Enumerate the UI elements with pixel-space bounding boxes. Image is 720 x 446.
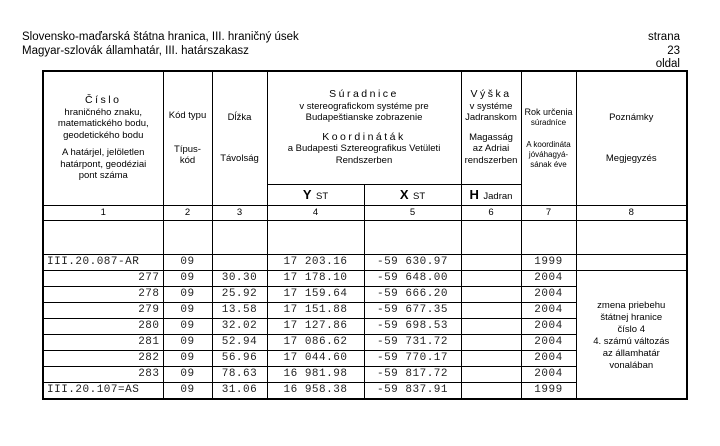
coordinates-title-sk: Súradnice (329, 88, 399, 101)
coordinates-header (267, 71, 461, 184)
point-id-cell: 282 (43, 350, 163, 366)
type-code-cell: 09 (163, 350, 212, 366)
x-coordinate-cell: -59 648.00 (364, 270, 461, 286)
length-cell: 78.63 (212, 366, 267, 382)
note-line: zmena priebehu (597, 300, 666, 311)
length-cell: 56.96 (212, 350, 267, 366)
header-line-hu: Magyar-szlovák államhatár, III. határszakasz (22, 44, 249, 57)
point-id-cell: 281 (43, 334, 163, 350)
coordinates-sk-line: v stereografickom systéme pre (299, 100, 429, 112)
length-cell (212, 254, 267, 270)
col6-sk-line: v systéme (469, 100, 513, 112)
x-coordinate-cell: -59 770.17 (364, 350, 461, 366)
col7-hu-line: jóváhagyá- (528, 150, 569, 159)
col1-hu-line: pont száma (78, 170, 128, 181)
table-row (43, 254, 687, 270)
column-number: 4 (267, 205, 364, 220)
year-cell: 2004 (521, 302, 576, 318)
col7-sk-line: Rok určenia (524, 106, 573, 117)
y-suffix: ST (315, 190, 329, 202)
page-number: 23 (667, 44, 680, 57)
y-st-subheader (267, 184, 364, 205)
col6-header (461, 71, 521, 184)
col3-title-hu: Távolság (220, 153, 259, 165)
point-id-cell: 279 (43, 302, 163, 318)
type-code-cell: 09 (163, 286, 212, 302)
column-number-row (43, 205, 687, 220)
y-coordinate-cell: 17 044.60 (267, 350, 364, 366)
height-cell (461, 286, 521, 302)
point-id-cell: III.20.087-AR (43, 254, 163, 270)
length-cell: 25.92 (212, 286, 267, 302)
x-coordinate-cell: -59 677.35 (364, 302, 461, 318)
col2-title-sk: Kód typu (168, 110, 207, 121)
header-line-sk: Slovensko-maďarská štátna hranica, III. hraničný úsek (22, 31, 299, 43)
length-cell: 31.06 (212, 382, 267, 399)
x-coordinate-cell: -59 630.97 (364, 254, 461, 270)
coordinates-hu-line: a Budapesti Sztereografikus Vetületi (287, 143, 441, 155)
col3-title-sk: Dĺžka (227, 111, 252, 123)
col2-title-hu: Típus- (174, 143, 201, 155)
type-code-cell: 09 (163, 366, 212, 382)
y-coordinate-cell: 17 086.62 (267, 334, 364, 350)
type-code-cell: 09 (163, 254, 212, 270)
height-cell (461, 350, 521, 366)
type-code-cell: 09 (163, 270, 212, 286)
note-line: vonalában (609, 360, 654, 371)
point-id-cell: 278 (43, 286, 163, 302)
note-line: štátnej hranice (600, 312, 663, 323)
point-id-cell: III.20.107=AS (43, 382, 163, 399)
col6-title-sk: Výška (470, 88, 512, 101)
height-cell (461, 254, 521, 270)
y-coordinate-cell: 17 151.88 (267, 302, 364, 318)
x-coordinate-cell: -59 837.91 (364, 382, 461, 399)
type-code-cell: 09 (163, 334, 212, 350)
column-number: 5 (364, 205, 461, 220)
height-cell (461, 302, 521, 318)
page-number-block (648, 31, 680, 72)
col6-sk-line: Jadranskom (465, 112, 517, 124)
coordinates-hu-line: Rendszerben (335, 154, 393, 166)
table-row (43, 270, 687, 286)
x-coordinate-cell: -59 698.53 (364, 318, 461, 334)
note-cell-empty (576, 254, 687, 270)
y-letter: Y (302, 186, 312, 202)
col1-header (43, 71, 163, 205)
type-code-cell: 09 (163, 382, 212, 399)
x-coordinate-cell: -59 817.72 (364, 366, 461, 382)
height-cell (461, 270, 521, 286)
x-letter: X (399, 186, 409, 202)
type-code-cell: 09 (163, 318, 212, 334)
col6-hu-line: rendszerben (464, 154, 518, 166)
col3-header (212, 71, 267, 205)
y-coordinate-cell: 17 178.10 (267, 270, 364, 286)
year-cell: 2004 (521, 270, 576, 286)
col1-sk-line: matematického bodu, (57, 118, 149, 129)
year-cell: 2004 (521, 318, 576, 334)
note-line: az államhatár (602, 348, 660, 359)
height-cell (461, 334, 521, 350)
col2-title-hu: kód (179, 155, 196, 166)
boundary-points-table (42, 70, 688, 400)
page-label-sk: strana (648, 31, 680, 43)
col7-hu-line: sának éve (530, 160, 567, 169)
column-number: 6 (461, 205, 521, 220)
point-id-cell: 277 (43, 270, 163, 286)
y-coordinate-cell: 16 981.98 (267, 366, 364, 382)
note-line: číslo 4 (617, 324, 645, 335)
note-line: 4. számú változás (593, 336, 670, 347)
year-cell: 2004 (521, 366, 576, 382)
height-cell (461, 382, 521, 399)
coordinates-sk-line: Budapeštianske zobrazenie (305, 112, 423, 124)
col8-header (576, 71, 687, 205)
boundary-change-note (576, 270, 687, 399)
year-cell: 2004 (521, 350, 576, 366)
col6-hu-line: az Adriai (472, 143, 510, 155)
x-st-subheader (364, 184, 461, 205)
column-number: 8 (576, 205, 687, 220)
column-number: 1 (43, 205, 163, 220)
column-number: 7 (521, 205, 576, 220)
y-coordinate-cell: 16 958.38 (267, 382, 364, 399)
year-cell: 1999 (521, 382, 576, 399)
type-code-cell: 09 (163, 302, 212, 318)
col2-header (163, 71, 212, 205)
col8-title-hu: Megjegyzés (605, 153, 657, 165)
col6-hu-line: Magasság (469, 131, 513, 143)
col7-sk-line: súradníce (530, 118, 567, 127)
h-letter: H (469, 186, 479, 202)
point-id-cell: 280 (43, 318, 163, 334)
col1-title-sk: Číslo (85, 94, 122, 106)
height-cell (461, 318, 521, 334)
col1-sk-line: hraničného znaku, (64, 106, 143, 118)
year-cell: 2004 (521, 286, 576, 302)
col1-hu-line: A határjel, jelöletlen (62, 147, 145, 158)
x-coordinate-cell: -59 731.72 (364, 334, 461, 350)
point-id-cell: 283 (43, 366, 163, 382)
length-cell: 52.94 (212, 334, 267, 350)
height-cell (461, 366, 521, 382)
page-label-hu: oldal (655, 58, 680, 70)
y-coordinate-cell: 17 203.16 (267, 254, 364, 270)
x-suffix: ST (412, 190, 426, 202)
col8-title-sk: Poznámky (609, 111, 654, 123)
length-cell: 13.58 (212, 302, 267, 318)
col7-header (521, 71, 576, 205)
h-jadran-subheader (461, 184, 521, 205)
length-cell: 30.30 (212, 270, 267, 286)
column-number: 3 (212, 205, 267, 220)
y-coordinate-cell: 17 127.86 (267, 318, 364, 334)
h-suffix: Jadran (483, 190, 513, 202)
year-cell: 1999 (521, 254, 576, 270)
length-cell: 32.02 (212, 318, 267, 334)
coordinates-title-hu: Koordináták (322, 130, 406, 143)
col1-hu-line: határpont, geodéziai (60, 158, 147, 170)
empty-spacer-row (43, 220, 687, 254)
year-cell: 2004 (521, 334, 576, 350)
document-header-left (22, 31, 299, 58)
col1-sk-line: geodetického bodu (63, 129, 144, 141)
y-coordinate-cell: 17 159.64 (267, 286, 364, 302)
col7-hu-line: A koordináta (526, 140, 571, 149)
column-number: 2 (163, 205, 212, 220)
x-coordinate-cell: -59 666.20 (364, 286, 461, 302)
